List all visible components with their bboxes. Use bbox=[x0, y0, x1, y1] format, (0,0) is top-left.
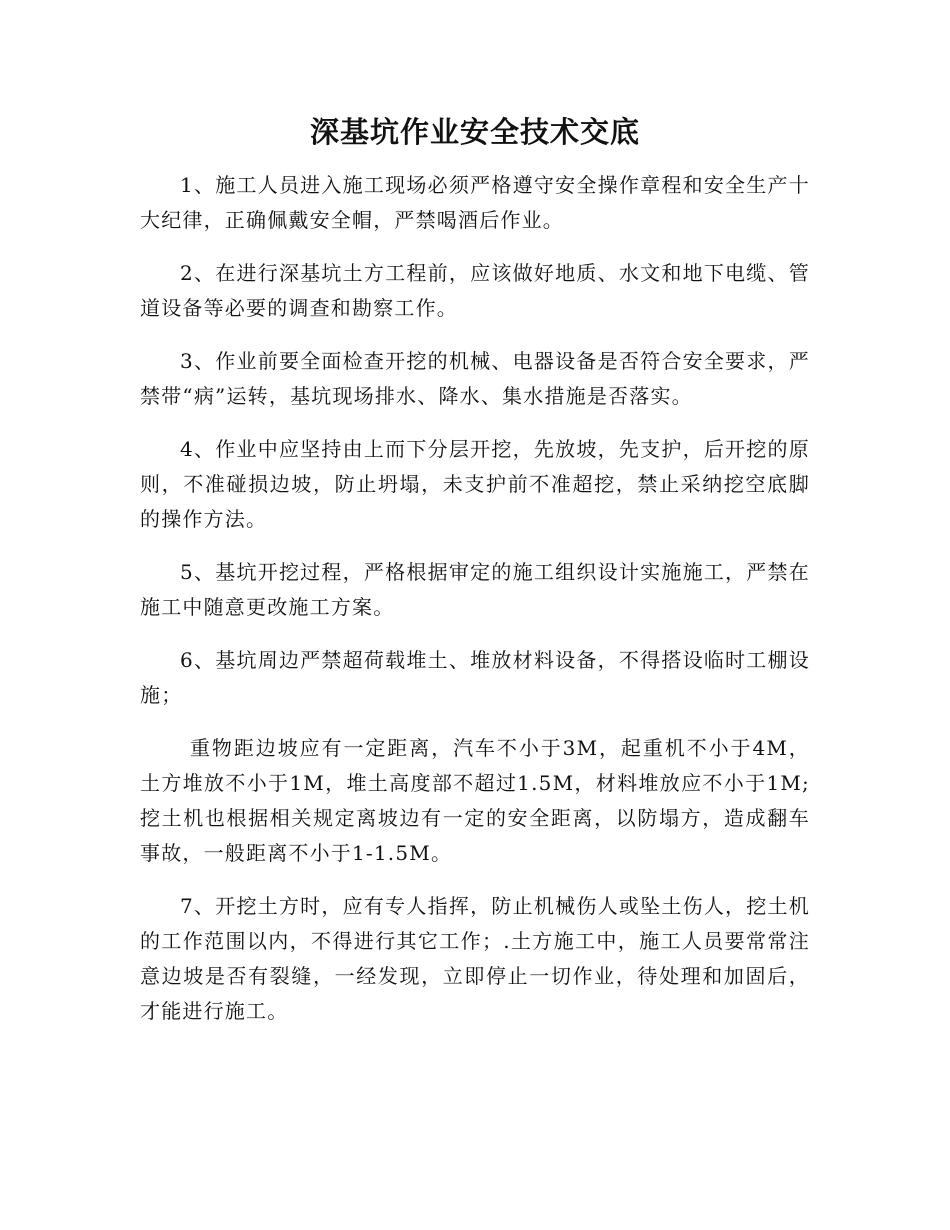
paragraph-3: 3、作业前要全面检查开挖的机械、电器设备是否符合安全要求，严禁带“病”运转，基坑现场排水、降水、集水措施是否落实。 bbox=[140, 349, 810, 408]
paragraph-1: 1、施工人员进入施工现场必须严格遵守安全操作章程和安全生产十大纪律，正确佩戴安全帽，严禁喝酒后作业。 bbox=[140, 173, 810, 232]
document-page bbox=[140, 110, 810, 1047]
paragraph-6-continued: 重物距边坡应有一定距离，汽车不小于3M，起重机不小于4M，土方堆放不小于1M，堆土高度部不超过1.5M，材料堆放应不小于1M;挖土机也根据相关规定离坡边有一定的安全距离，以防塌方，造成翻车事故，一般距离不小于1-1.5M。 bbox=[140, 736, 810, 865]
paragraph-5: 5、基坑开挖过程，严格根据审定的施工组织设计实施施工，严禁在施工中随意更改施工方案。 bbox=[140, 560, 810, 619]
paragraph-2: 2、在进行深基坑土方工程前，应该做好地质、水文和地下电缆、管道设备等必要的调查和勘察工作。 bbox=[140, 261, 810, 320]
paragraph-7: 7、开挖土方时，应有专人指挥，防止机械伤人或坠土伤人，挖土机的工作范围以内，不得进行其它工作；.土方施工中，施工人员要常常注意边坡是否有裂缝，一经发现，立即停止一切作业，待处理和加固后，才能进行施工。 bbox=[140, 894, 810, 1023]
paragraph-4: 4、作业中应坚持由上而下分层开挖，先放坡，先支护，后开挖的原则，不准碰损边坡，防止坍塌，未支护前不准超挖，禁止采纳挖空底脚的操作方法。 bbox=[140, 437, 810, 531]
paragraph-6: 6、基坑周边严禁超荷载堆土、堆放材料设备，不得搭设临时工棚设施； bbox=[140, 648, 810, 707]
document-title: 深基坑作业安全技术交底 bbox=[309, 115, 640, 149]
